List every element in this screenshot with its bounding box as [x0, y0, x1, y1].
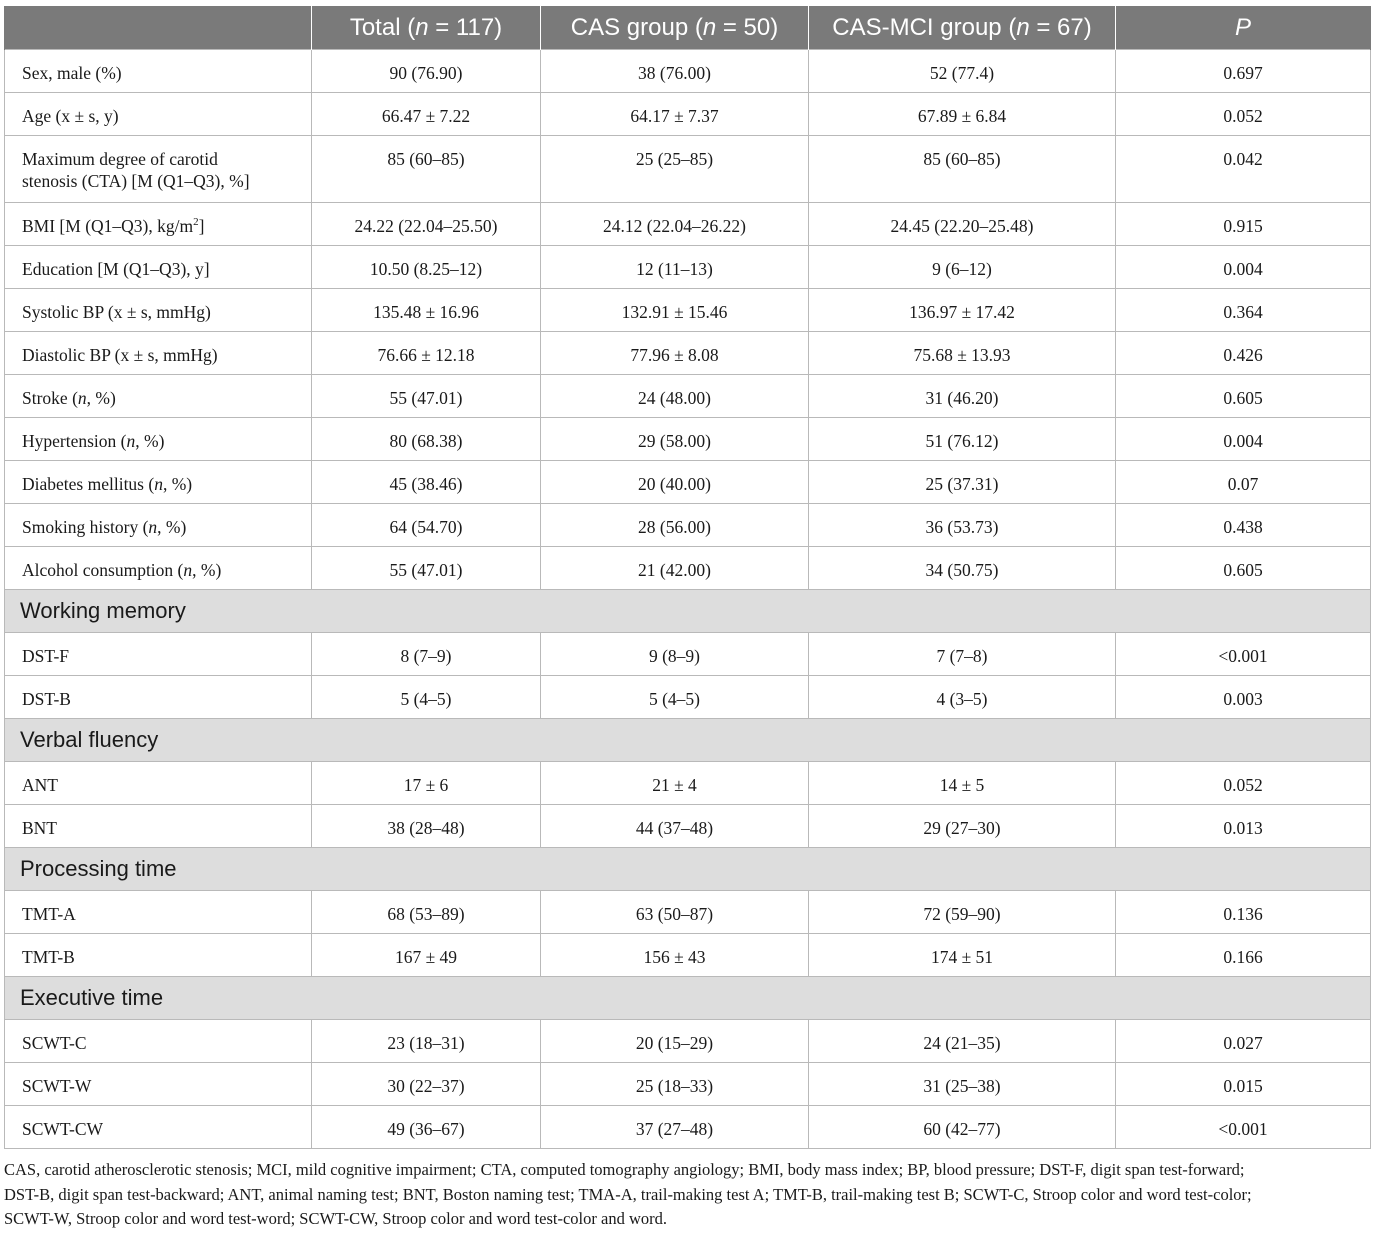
cell-total: 85 (60–85)	[312, 136, 541, 203]
table-row	[5, 93, 1371, 136]
table-row	[5, 504, 1371, 547]
cell-total: 10.50 (8.25–12)	[312, 246, 541, 289]
table-row	[5, 633, 1371, 676]
row-label: TMT-B	[5, 934, 312, 977]
row-label: TMT-A	[5, 891, 312, 934]
table-row	[5, 375, 1371, 418]
section-header-row	[5, 848, 1371, 891]
cell-total: 49 (36–67)	[312, 1106, 541, 1149]
footnote-line: CAS, carotid atherosclerotic stenosis; MCI, mild cognitive impairment; CTA, computed tomography angiology; BMI, body mass index; BP, blood pressure; DST-F, digit span test-forward;	[4, 1160, 1245, 1179]
cell-cas: 29 (58.00)	[541, 418, 809, 461]
cell-p: 0.364	[1116, 289, 1371, 332]
cell-p: 0.015	[1116, 1063, 1371, 1106]
cell-p: 0.052	[1116, 762, 1371, 805]
cell-cas: 77.96 ± 8.08	[541, 332, 809, 375]
cell-cas: 21 (42.00)	[541, 547, 809, 590]
row-label: Smoking history (n, %)	[5, 504, 312, 547]
row-label: DST-F	[5, 633, 312, 676]
cell-casmci: 24 (21–35)	[809, 1020, 1116, 1063]
cell-p: 0.166	[1116, 934, 1371, 977]
cell-casmci: 7 (7–8)	[809, 633, 1116, 676]
cell-total: 76.66 ± 12.18	[312, 332, 541, 375]
header-cell-casmci: CAS-MCI group (n = 67)	[809, 6, 1116, 50]
cell-casmci: 136.97 ± 17.42	[809, 289, 1116, 332]
cell-p: 0.697	[1116, 50, 1371, 93]
section-title: Executive time	[5, 977, 1371, 1020]
table-row	[5, 418, 1371, 461]
cell-total: 55 (47.01)	[312, 375, 541, 418]
section-title: Working memory	[5, 590, 1371, 633]
row-label: Sex, male (%)	[5, 50, 312, 93]
cell-casmci: 67.89 ± 6.84	[809, 93, 1116, 136]
footnote-line: DST-B, digit span test-backward; ANT, animal naming test; BNT, Boston naming test; TMA-A, trail-making test A; TMT-B, trail-making test B; SCWT-C, Stroop color and word test-color;	[4, 1184, 1252, 1204]
header-row	[5, 6, 1371, 50]
cell-cas: 24 (48.00)	[541, 375, 809, 418]
table-row	[5, 547, 1371, 590]
cell-total: 23 (18–31)	[312, 1020, 541, 1063]
header-cell-total: Total (n = 117)	[312, 6, 541, 50]
data-table	[4, 6, 1371, 1149]
cell-casmci: 31 (25–38)	[809, 1063, 1116, 1106]
cell-p: 0.027	[1116, 1020, 1371, 1063]
row-label: DST-B	[5, 676, 312, 719]
table-row	[5, 805, 1371, 848]
cell-total: 64 (54.70)	[312, 504, 541, 547]
table-row	[5, 1106, 1371, 1149]
footnote-line: SCWT-W, Stroop color and word test-word; SCWT-CW, Stroop color and word test-color and word.	[4, 1209, 667, 1228]
cell-p: 0.605	[1116, 375, 1371, 418]
section-header-row	[5, 590, 1371, 633]
cell-total: 24.22 (22.04–25.50)	[312, 203, 541, 246]
row-label: SCWT-C	[5, 1020, 312, 1063]
section-header-row	[5, 719, 1371, 762]
cell-casmci: 72 (59–90)	[809, 891, 1116, 934]
cell-cas: 20 (15–29)	[541, 1020, 809, 1063]
section-header-row	[5, 977, 1371, 1020]
cell-cas: 63 (50–87)	[541, 891, 809, 934]
cell-total: 5 (4–5)	[312, 676, 541, 719]
cell-p: 0.605	[1116, 547, 1371, 590]
table-row	[5, 203, 1371, 246]
row-label: ANT	[5, 762, 312, 805]
cell-total: 30 (22–37)	[312, 1063, 541, 1106]
cell-casmci: 31 (46.20)	[809, 375, 1116, 418]
section-title: Processing time	[5, 848, 1371, 891]
cell-total: 135.48 ± 16.96	[312, 289, 541, 332]
table-row	[5, 461, 1371, 504]
cell-p: 0.915	[1116, 203, 1371, 246]
row-label: Age (x ± s, y)	[5, 93, 312, 136]
cell-casmci: 14 ± 5	[809, 762, 1116, 805]
cell-p: 0.003	[1116, 676, 1371, 719]
table-row	[5, 289, 1371, 332]
cell-casmci: 25 (37.31)	[809, 461, 1116, 504]
cell-p: 0.004	[1116, 246, 1371, 289]
cell-cas: 156 ± 43	[541, 934, 809, 977]
cell-p: 0.013	[1116, 805, 1371, 848]
cell-casmci: 174 ± 51	[809, 934, 1116, 977]
table-container	[4, 6, 1370, 1149]
row-label: BNT	[5, 805, 312, 848]
table-row	[5, 676, 1371, 719]
cell-p: 0.042	[1116, 136, 1371, 203]
cell-p: 0.004	[1116, 418, 1371, 461]
cell-total: 45 (38.46)	[312, 461, 541, 504]
row-label: Stroke (n, %)	[5, 375, 312, 418]
cell-cas: 24.12 (22.04–26.22)	[541, 203, 809, 246]
cell-cas: 132.91 ± 15.46	[541, 289, 809, 332]
table-row	[5, 891, 1371, 934]
cell-p: 0.07	[1116, 461, 1371, 504]
cell-total: 80 (68.38)	[312, 418, 541, 461]
cell-cas: 44 (37–48)	[541, 805, 809, 848]
row-label: Education [M (Q1–Q3), y]	[5, 246, 312, 289]
header-cell-label	[5, 6, 312, 50]
cell-casmci: 85 (60–85)	[809, 136, 1116, 203]
cell-total: 167 ± 49	[312, 934, 541, 977]
table-row	[5, 1063, 1371, 1106]
cell-cas: 12 (11–13)	[541, 246, 809, 289]
cell-p: 0.438	[1116, 504, 1371, 547]
cell-cas: 28 (56.00)	[541, 504, 809, 547]
cell-cas: 37 (27–48)	[541, 1106, 809, 1149]
cell-total: 66.47 ± 7.22	[312, 93, 541, 136]
cell-casmci: 60 (42–77)	[809, 1106, 1116, 1149]
cell-cas: 25 (25–85)	[541, 136, 809, 203]
cell-cas: 25 (18–33)	[541, 1063, 809, 1106]
row-label: SCWT-W	[5, 1063, 312, 1106]
cell-p: <0.001	[1116, 1106, 1371, 1149]
cell-total: 55 (47.01)	[312, 547, 541, 590]
cell-cas: 20 (40.00)	[541, 461, 809, 504]
cell-casmci: 75.68 ± 13.93	[809, 332, 1116, 375]
cell-cas: 21 ± 4	[541, 762, 809, 805]
cell-p: 0.136	[1116, 891, 1371, 934]
cell-total: 8 (7–9)	[312, 633, 541, 676]
table-row	[5, 1020, 1371, 1063]
cell-p: <0.001	[1116, 633, 1371, 676]
table-row	[5, 332, 1371, 375]
cell-cas: 5 (4–5)	[541, 676, 809, 719]
cell-total: 38 (28–48)	[312, 805, 541, 848]
cell-casmci: 34 (50.75)	[809, 547, 1116, 590]
row-label: SCWT-CW	[5, 1106, 312, 1149]
header-cell-p: P	[1116, 6, 1371, 50]
cell-cas: 38 (76.00)	[541, 50, 809, 93]
row-label: Diabetes mellitus (n, %)	[5, 461, 312, 504]
cell-total: 17 ± 6	[312, 762, 541, 805]
cell-p: 0.052	[1116, 93, 1371, 136]
header-cell-cas: CAS group (n = 50)	[541, 6, 809, 50]
table-row	[5, 934, 1371, 977]
cell-casmci: 36 (53.73)	[809, 504, 1116, 547]
table-row	[5, 50, 1371, 93]
cell-casmci: 52 (77.4)	[809, 50, 1116, 93]
cell-total: 90 (76.90)	[312, 50, 541, 93]
cell-casmci: 9 (6–12)	[809, 246, 1116, 289]
cell-casmci: 4 (3–5)	[809, 676, 1116, 719]
row-label: Hypertension (n, %)	[5, 418, 312, 461]
row-label: Systolic BP (x ± s, mmHg)	[5, 289, 312, 332]
cell-casmci: 24.45 (22.20–25.48)	[809, 203, 1116, 246]
table-row	[5, 246, 1371, 289]
cell-cas: 64.17 ± 7.37	[541, 93, 809, 136]
row-label: Alcohol consumption (n, %)	[5, 547, 312, 590]
cell-p: 0.426	[1116, 332, 1371, 375]
table-footnote	[4, 1158, 1370, 1232]
row-label: BMI [M (Q1–Q3), $kg/m^2$]	[5, 203, 312, 246]
row-label: Maximum degree of carotid stenosis (CTA) [M (Q1–Q3), %]	[5, 136, 312, 203]
table-row	[5, 762, 1371, 805]
cell-total: 68 (53–89)	[312, 891, 541, 934]
cell-casmci: 29 (27–30)	[809, 805, 1116, 848]
row-label: Diastolic BP (x ± s, mmHg)	[5, 332, 312, 375]
cell-casmci: 51 (76.12)	[809, 418, 1116, 461]
section-title: Verbal fluency	[5, 719, 1371, 762]
table-row	[5, 136, 1371, 203]
cell-cas: 9 (8–9)	[541, 633, 809, 676]
